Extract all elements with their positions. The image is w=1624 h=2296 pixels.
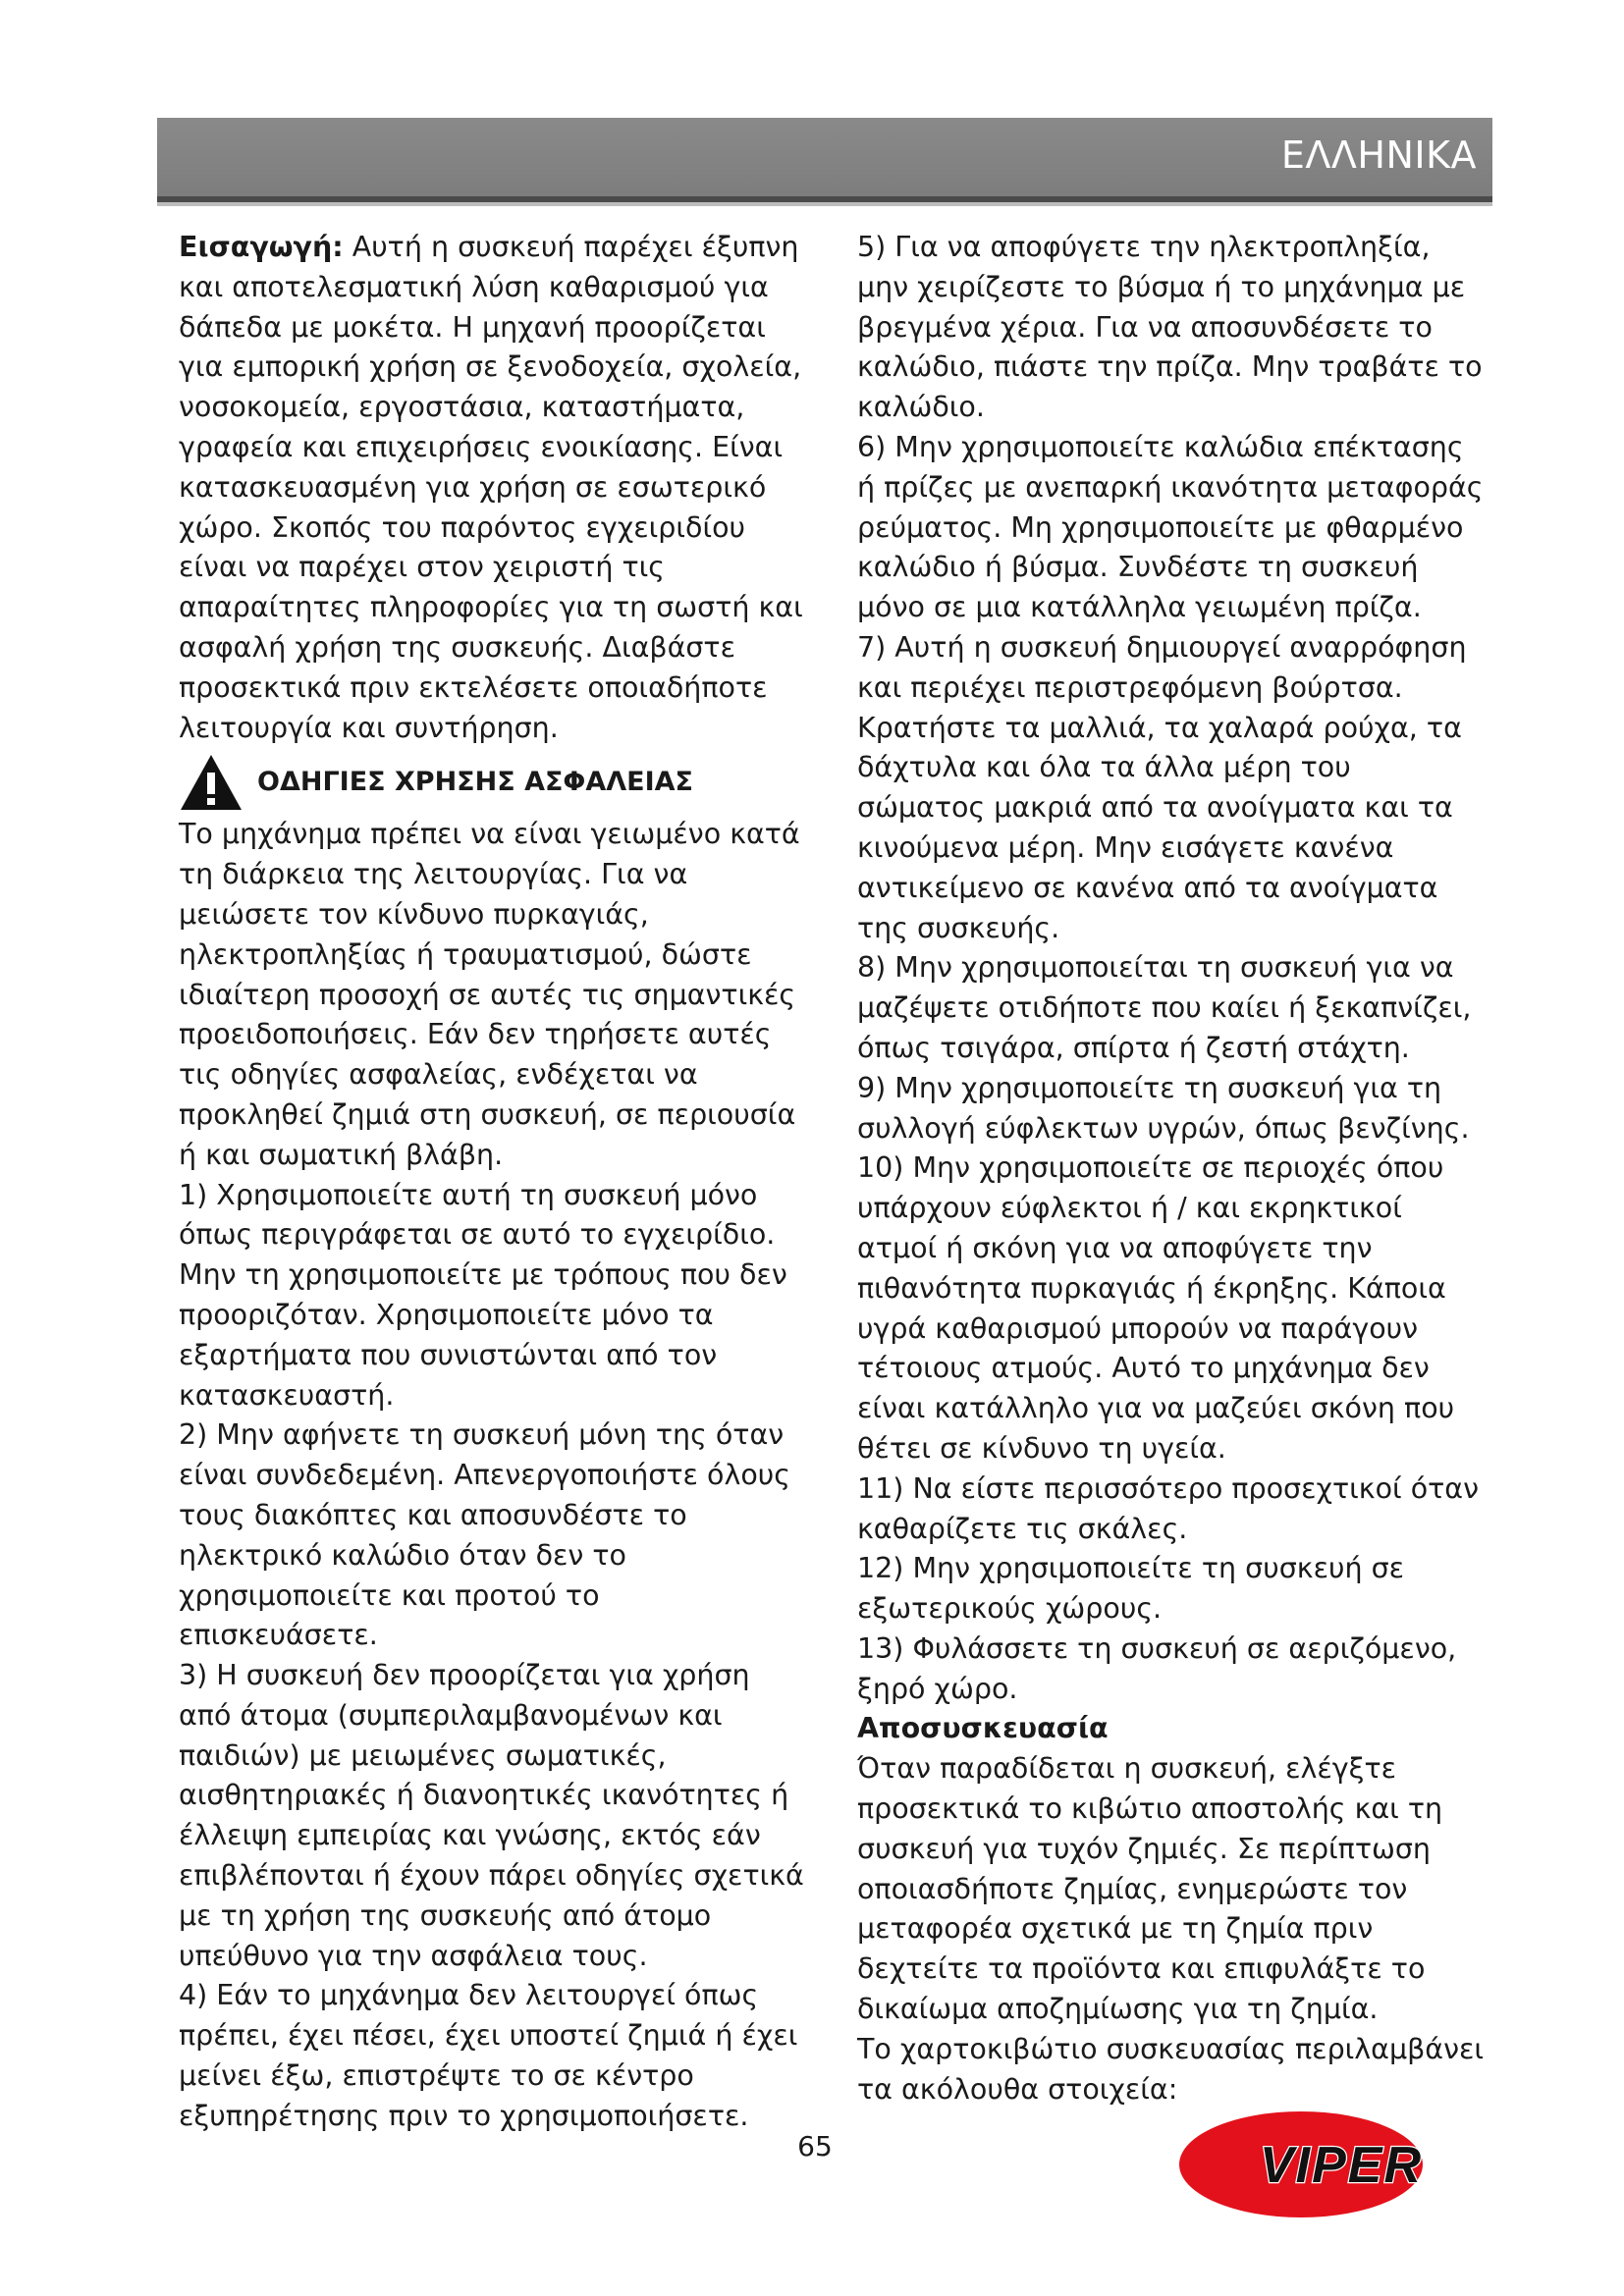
intro-text: Αυτή η συσκευή παρέχει έξυπνη και αποτελεσματική λύση καθαρισμού για δάπεδα με μοκέτα. Η μηχανή προορίζεται για εμπορική χρήση σε ξενοδοχεία, σχολεία, νοσοκομεία, εργοστάσια, καταστήματα, γραφεία και επιχειρήσεις ενοικίασης. Είναι κατασκευασμένη για χρήση σε εσωτερικό χώρο. Σκοπός του παρόντος εγχειριδίου είναι να παρέχει στον χειριστή τις απαραίτητες πληροφορίες για τη σωστή και ασφαλή χρήση της συσκευής. Διαβάστε προσεκτικά πριν εκτελέσετε οποιαδήποτε λειτουργία και συντήρηση. xyxy=(179,231,803,744)
safety-item-2: 2) Μην αφήνετε τη συσκευή μόνη της όταν είναι συνδεδεμένη. Απενεργοποιήστε όλους τους διακόπτες και αποσυνδέστε το ηλεκτρικό καλώδιο όταν δεν το χρησιμοποιείτε και προτού το επισκευάσετε. xyxy=(179,1418,790,1652)
safety-item-8: 8) Μην χρησιμοποιείται τη συσκευή για να μαζέψετε οτιδήποτε που καίει ή ξεκαπνίζει, όπως τσιγάρα, σπίρτα ή ζεστή στάχτη. xyxy=(857,951,1472,1064)
safety-item-10: 10) Μην χρησιμοποιείτε σε περιοχές όπου υπάρχουν εύφλεκτοι ή / και εκρηκτικοί ατμοί ή σκόνη για να αποφύγετε την πιθανότητα πυρκαγιάς ή έκρηξης. Κάποια υγρά καθαρισμού μπορούν να παράγουν τέτοιους ατμούς. Αυτό το μηχάνημα δεν είναι κατάλληλο για να μαζεύει σκόνη που θέτει σε κίνδυνο τη υγεία. xyxy=(857,1151,1455,1465)
safety-item-1: 1) Χρησιμοποιείτε αυτή τη συσκευή μόνο όπως περιγράφεται σε αυτό το εγχειρίδιο. Μην τη χρησιμοποιείτε με τρόπους που δεν προοριζόταν. Χρησιμοποιείτε μόνο τα εξαρτήματα που συνιστώνται από τον κατασκευαστή. xyxy=(179,1178,787,1412)
unpacking-title: Αποσυσκευασία xyxy=(857,1712,1109,1745)
intro-paragraph xyxy=(179,228,807,748)
safety-item-5: 5) Για να αποφύγετε την ηλεκτροπληξία, μην χειρίζεστε το βύσμα ή το μηχάνημα με βρεγμένα χέρια. Για να αποσυνδέσετε το καλώδιο, πιάστε την πρίζα. Μην τραβάτε το καλώδιο. xyxy=(857,231,1483,424)
safety-item-7: 7) Αυτή η συσκευή δημιουργεί αναρρόφηση και περιέχει περιστρεφόμενη βούρτσα. Κρατήστε τα μαλλιά, τα χαλαρά ρούχα, τα δάχτυλα και όλα τα άλλα μέρη του σώματος μακριά από τα ανοίγματα και τα κινούμενα μέρη. Μην εισάγετε κανένα αντικείμενο σε κανένα από τα ανοίγματα της συσκευής. xyxy=(857,630,1467,944)
safety-heading xyxy=(179,750,807,815)
safety-item-9: 9) Μην χρησιμοποιείτε τη συσκευή για τη συλλογή εύφλεκτων υγρών, όπως βενζίνης. xyxy=(857,1071,1470,1145)
logo-text: VIPER xyxy=(1259,2137,1424,2194)
left-column xyxy=(179,228,807,2137)
box-contents-text: Το χαρτοκιβώτιο συσκευασίας περιλαμβάνει τα ακόλουθα στοιχεία: xyxy=(857,2032,1485,2106)
language-label: ΕΛΛΗΝΙΚΑ xyxy=(1280,133,1477,177)
safety-item-6: 6) Μην χρησιμοποιείτε καλώδια επέκτασης ή πρίζες με ανεπαρκή ικανότητα μεταφοράς ρεύματος. Μη χρησιμοποιείτε με φθαρμένο καλώδιο ή βύσμα. Συνδέστε τη συσκευή μόνο σε μια κατάλληλα γειωμένη πρίζα. xyxy=(857,430,1484,624)
safety-title: ΟΔΗΓΙΕΣ ΧΡΗΣΗΣ ΑΣΦΑΛΕΙΑΣ xyxy=(257,766,693,797)
safety-intro: Το μηχάνημα πρέπει να είναι γειωμένο κατά τη διάρκεια της λειτουργίας. Για να μειώσετε τον κίνδυνο πυρκαγιάς, ηλεκτροπληξίας ή τραυματισμού, δώστε ιδιαίτερη προσοχή σε αυτές τις σημαντικές προειδοποιήσεις. Εάν δεν τηρήσετε αυτές τις οδηγίες ασφαλείας, ενδέχεται να προκληθεί ζημιά στη συσκευή, σε περιουσία ή και σωματική βλάβη. xyxy=(179,818,800,1171)
safety-item-3: 3) Η συσκευή δεν προορίζεται για χρήση από άτομα (συμπεριλαμβανομένων και παιδιών) με μειωμένες σωματικές, αισθητηριακές ή διανοητικές ικανότητες ή έλλειψη εμπειρίας και γνώσης, εκτός εάν επιβλέπονται ή έχουν πάρει οδηγίες σχετικά με τη χρήση της συσκευής από άτομο υπεύθυνο για την ασφάλεια τους. xyxy=(179,1659,804,1972)
warning-icon xyxy=(179,753,244,812)
safety-item-12: 12) Μην χρησιμοποιείτε τη συσκευή σε εξωτερικούς χώρους. xyxy=(857,1552,1405,1626)
language-header-bar xyxy=(157,118,1492,202)
right-column xyxy=(857,228,1486,2109)
safety-item-4: 4) Εάν το μηχάνημα δεν λειτουργεί όπως πρέπει, έχει πέσει, έχει υποστεί ζημιά ή έχει μείνει έξω, επιστρέψτε το σε κέντρο εξυπηρέτησης πριν το χρησιμοποιήσετε. xyxy=(179,1979,798,2132)
unpacking-text: Όταν παραδίδεται η συσκευή, ελέγξτε προσεκτικά το κιβώτιο αποστολής και τη συσκευή για τυχόν ζημιές. Σε περίπτωση οποιασδήποτε ζημίας, ενημερώστε τον μεταφορέα σχετικά με τη ζημία πριν δεχτείτε τα προϊόντα και επιφυλάξτε το δικαίωμα αποζημίωσης για τη ζημία. xyxy=(857,1752,1443,2026)
viper-logo xyxy=(1168,2106,1453,2223)
intro-label: Εισαγωγή: xyxy=(179,231,344,263)
safety-item-11: 11) Να είστε περισσότερο προσεχτικοί όταν καθαρίζετε τις σκάλες. xyxy=(857,1471,1480,1545)
safety-item-13: 13) Φυλάσσετε τη συσκευή σε αεριζόμενο, ξηρό χώρο. xyxy=(857,1631,1457,1705)
page-number: 65 xyxy=(797,2130,833,2163)
